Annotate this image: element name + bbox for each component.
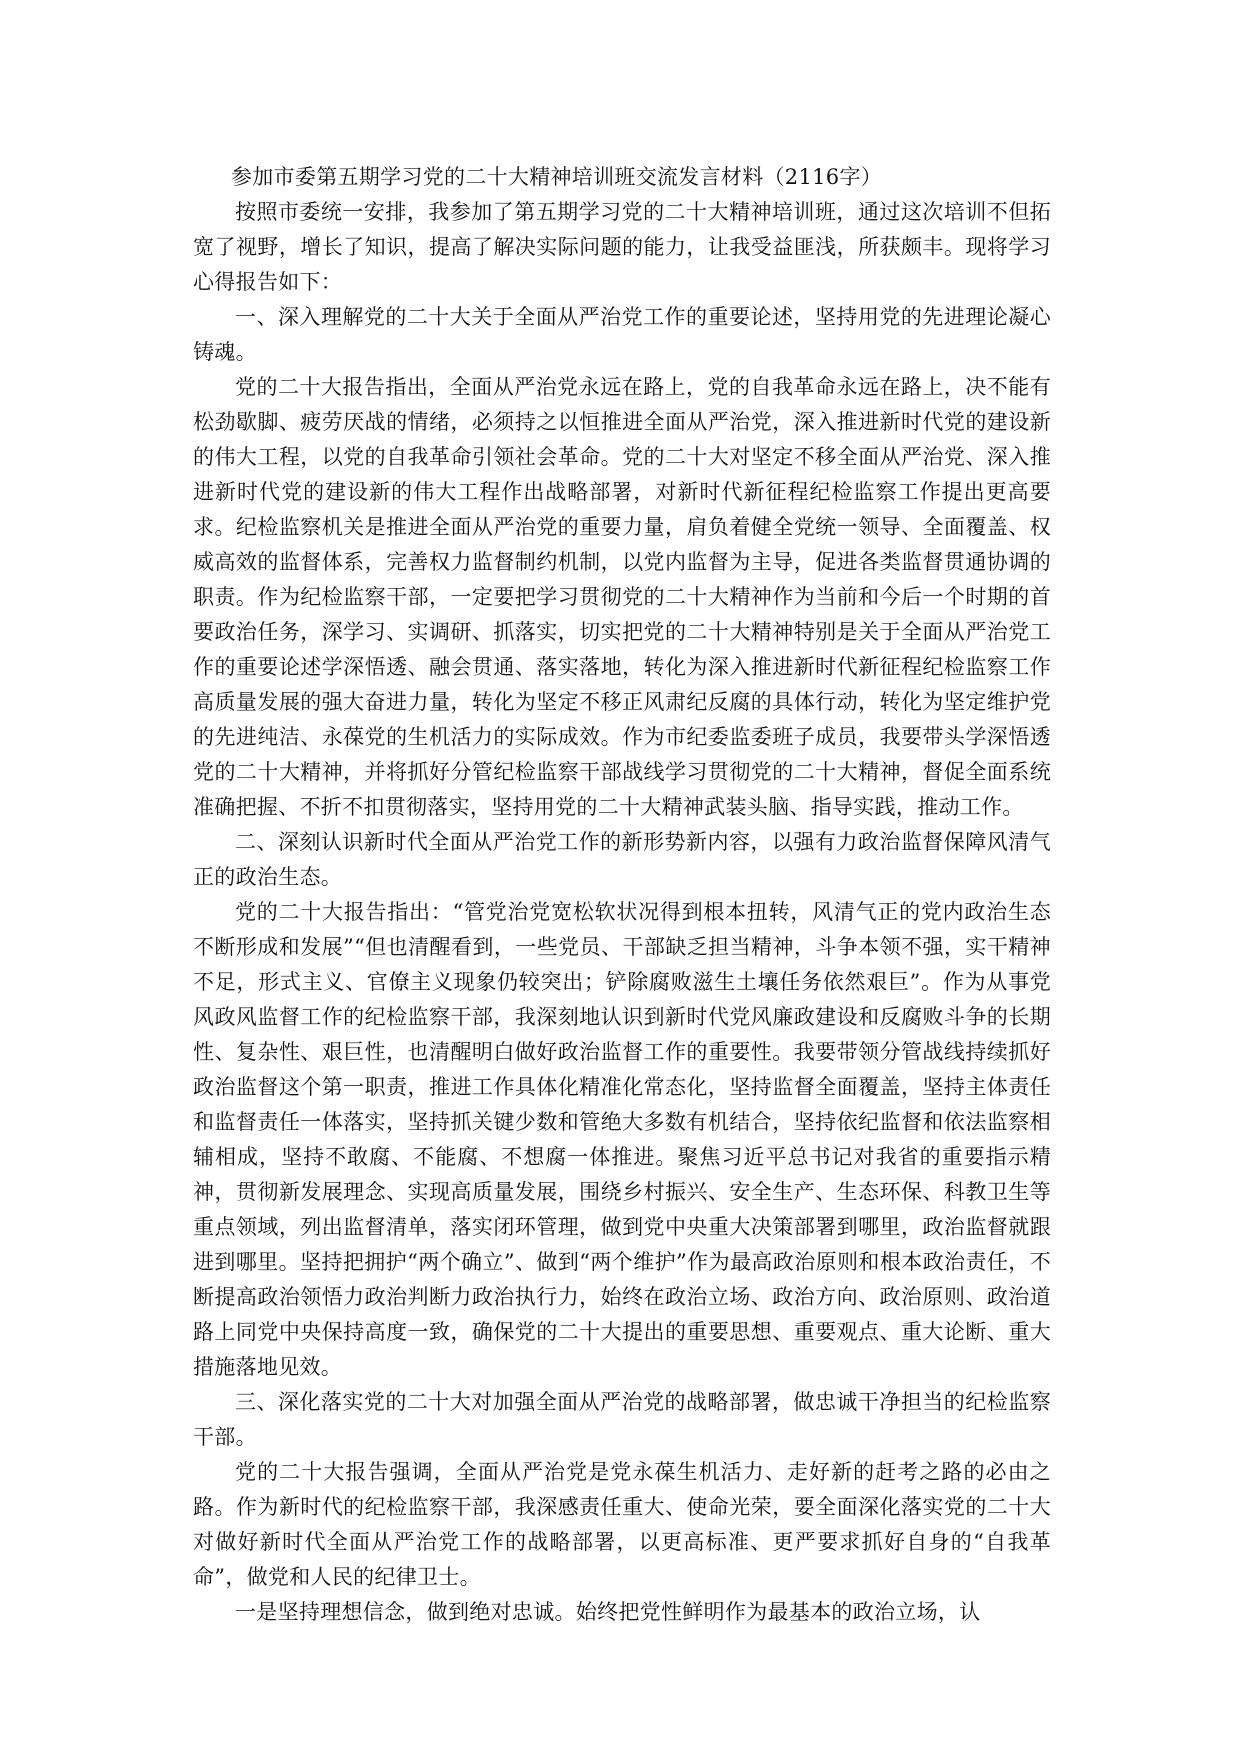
paragraph-intro: 按照市委统一安排，我参加了第五期学习党的二十大精神培训班，通过这次培训不但拓宽了视野，增长了知识，提高了解决实际问题的能力，让我受益匪浅，所获颇丰。现将学习心得报告如下： xyxy=(193,200,1051,294)
document-page xyxy=(193,160,1051,1630)
section-heading-2: 二、深刻认识新时代全面从严治党工作的新形势新内容，以强有力政治监督保障风清气正的政治生态。 xyxy=(193,830,1051,889)
section-heading-1: 一、深入理解党的二十大关于全面从严治党工作的重要论述，坚持用党的先进理论凝心铸魂。 xyxy=(193,305,1051,364)
paragraph-section-2: 党的二十大报告指出：“管党治党宽松软状况得到根本扭转，风清气正的党内政治生态不断形成和发展”“但也清醒看到，一些党员、干部缺乏担当精神，斗争本领不强，实干精神不足，形式主义、官僚主义现象仍较突出；铲除腐败滋生土壤任务依然艰巨”。作为从事党风政风监督工作的纪检监察干部，我深刻地认识到新时代党风廉政建设和反腐败斗争的长期性、复杂性、艰巨性，也清醒明白做好政治监督工作的重要性。我要带领分管战线持续抓好政治监督这个第一职责，推进工作具体化精准化常态化，坚持监督全面覆盖，坚持主体责任和监督责任一体落实，坚持抓关键少数和管绝大多数有机结合，坚持依纪监督和依法监察相辅相成，坚持不敢腐、不能腐、不想腐一体推进。聚焦习近平总书记对我省的重要指示精神，贯彻新发展理念、实现高质量发展，围绕乡村振兴、安全生产、生态环保、科教卫生等重点领域，列出监督清单，落实闭环管理，做到党中央重大决策部署到哪里，政治监督就跟进到哪里。坚持把拥护“两个确立”、做到“两个维护”作为最高政治原则和根本政治责任，不断提高政治领悟力政治判断力政治执行力，始终在政治立场、政治方向、政治原则、政治道路上同党中央保持高度一致，确保党的二十大提出的重要思想、重要观点、重大论断、重大措施落地见效。 xyxy=(193,900,1051,1379)
paragraph-section-1: 党的二十大报告指出，全面从严治党永远在路上，党的自我革命永远在路上，决不能有松劲歇脚、疲劳厌战的情绪，必须持之以恒推进全面从严治党，深入推进新时代党的建设新的伟大工程，以党的自我革命引领社会革命。党的二十大对坚定不移全面从严治党、深入推进新时代党的建设新的伟大工程作出战略部署，对新时代新征程纪检监察工作提出更高要求。纪检监察机关是推进全面从严治党的重要力量，肩负着健全党统一领导、全面覆盖、权威高效的监督体系，完善权力监督制约机制，以党内监督为主导，促进各类监督贯通协调的职责。作为纪检监察干部，一定要把学习贯彻党的二十大精神作为当前和今后一个时期的首要政治任务，深学习、实调研、抓落实，切实把党的二十大精神特别是关于全面从严治党工作的重要论述学深悟透、融会贯通、落实落地，转化为深入推进新时代新征程纪检监察工作高质量发展的强大奋进力量，转化为坚定不移正风肃纪反腐的具体行动，转化为坚定维护党的先进纯洁、永葆党的生机活力的实际成效。作为市纪委监委班子成员，我要带头学深悟透党的二十大精神，并将抓好分管纪检监察干部战线学习贯彻党的二十大精神，督促全面系统准确把握、不折不扣贯彻落实，坚持用党的二十大精神武装头脑、指导实践，推动工作。 xyxy=(193,375,1051,819)
paragraph-point-1: 一是坚持理想信念，做到绝对忠诚。始终把党性鲜明作为最基本的政治立场，认 xyxy=(235,1600,981,1624)
section-heading-3: 三、深化落实党的二十大对加强全面从严治党的战略部署，做忠诚干净担当的纪检监察干部。 xyxy=(193,1390,1051,1449)
document-title: 参加市委第五期学习党的二十大精神培训班交流发言材料（2116字） xyxy=(231,165,883,189)
paragraph-section-3: 党的二十大报告强调，全面从严治党是党永葆生机活力、走好新的赶考之路的必由之路。作为新时代的纪检监察干部，我深感责任重大、使命光荣，要全面深化落实党的二十大对做好新时代全面从严治党工作的战略部署，以更高标准、更严要求抓好自身的“自我革命”，做党和人民的纪律卫士。 xyxy=(193,1460,1051,1589)
